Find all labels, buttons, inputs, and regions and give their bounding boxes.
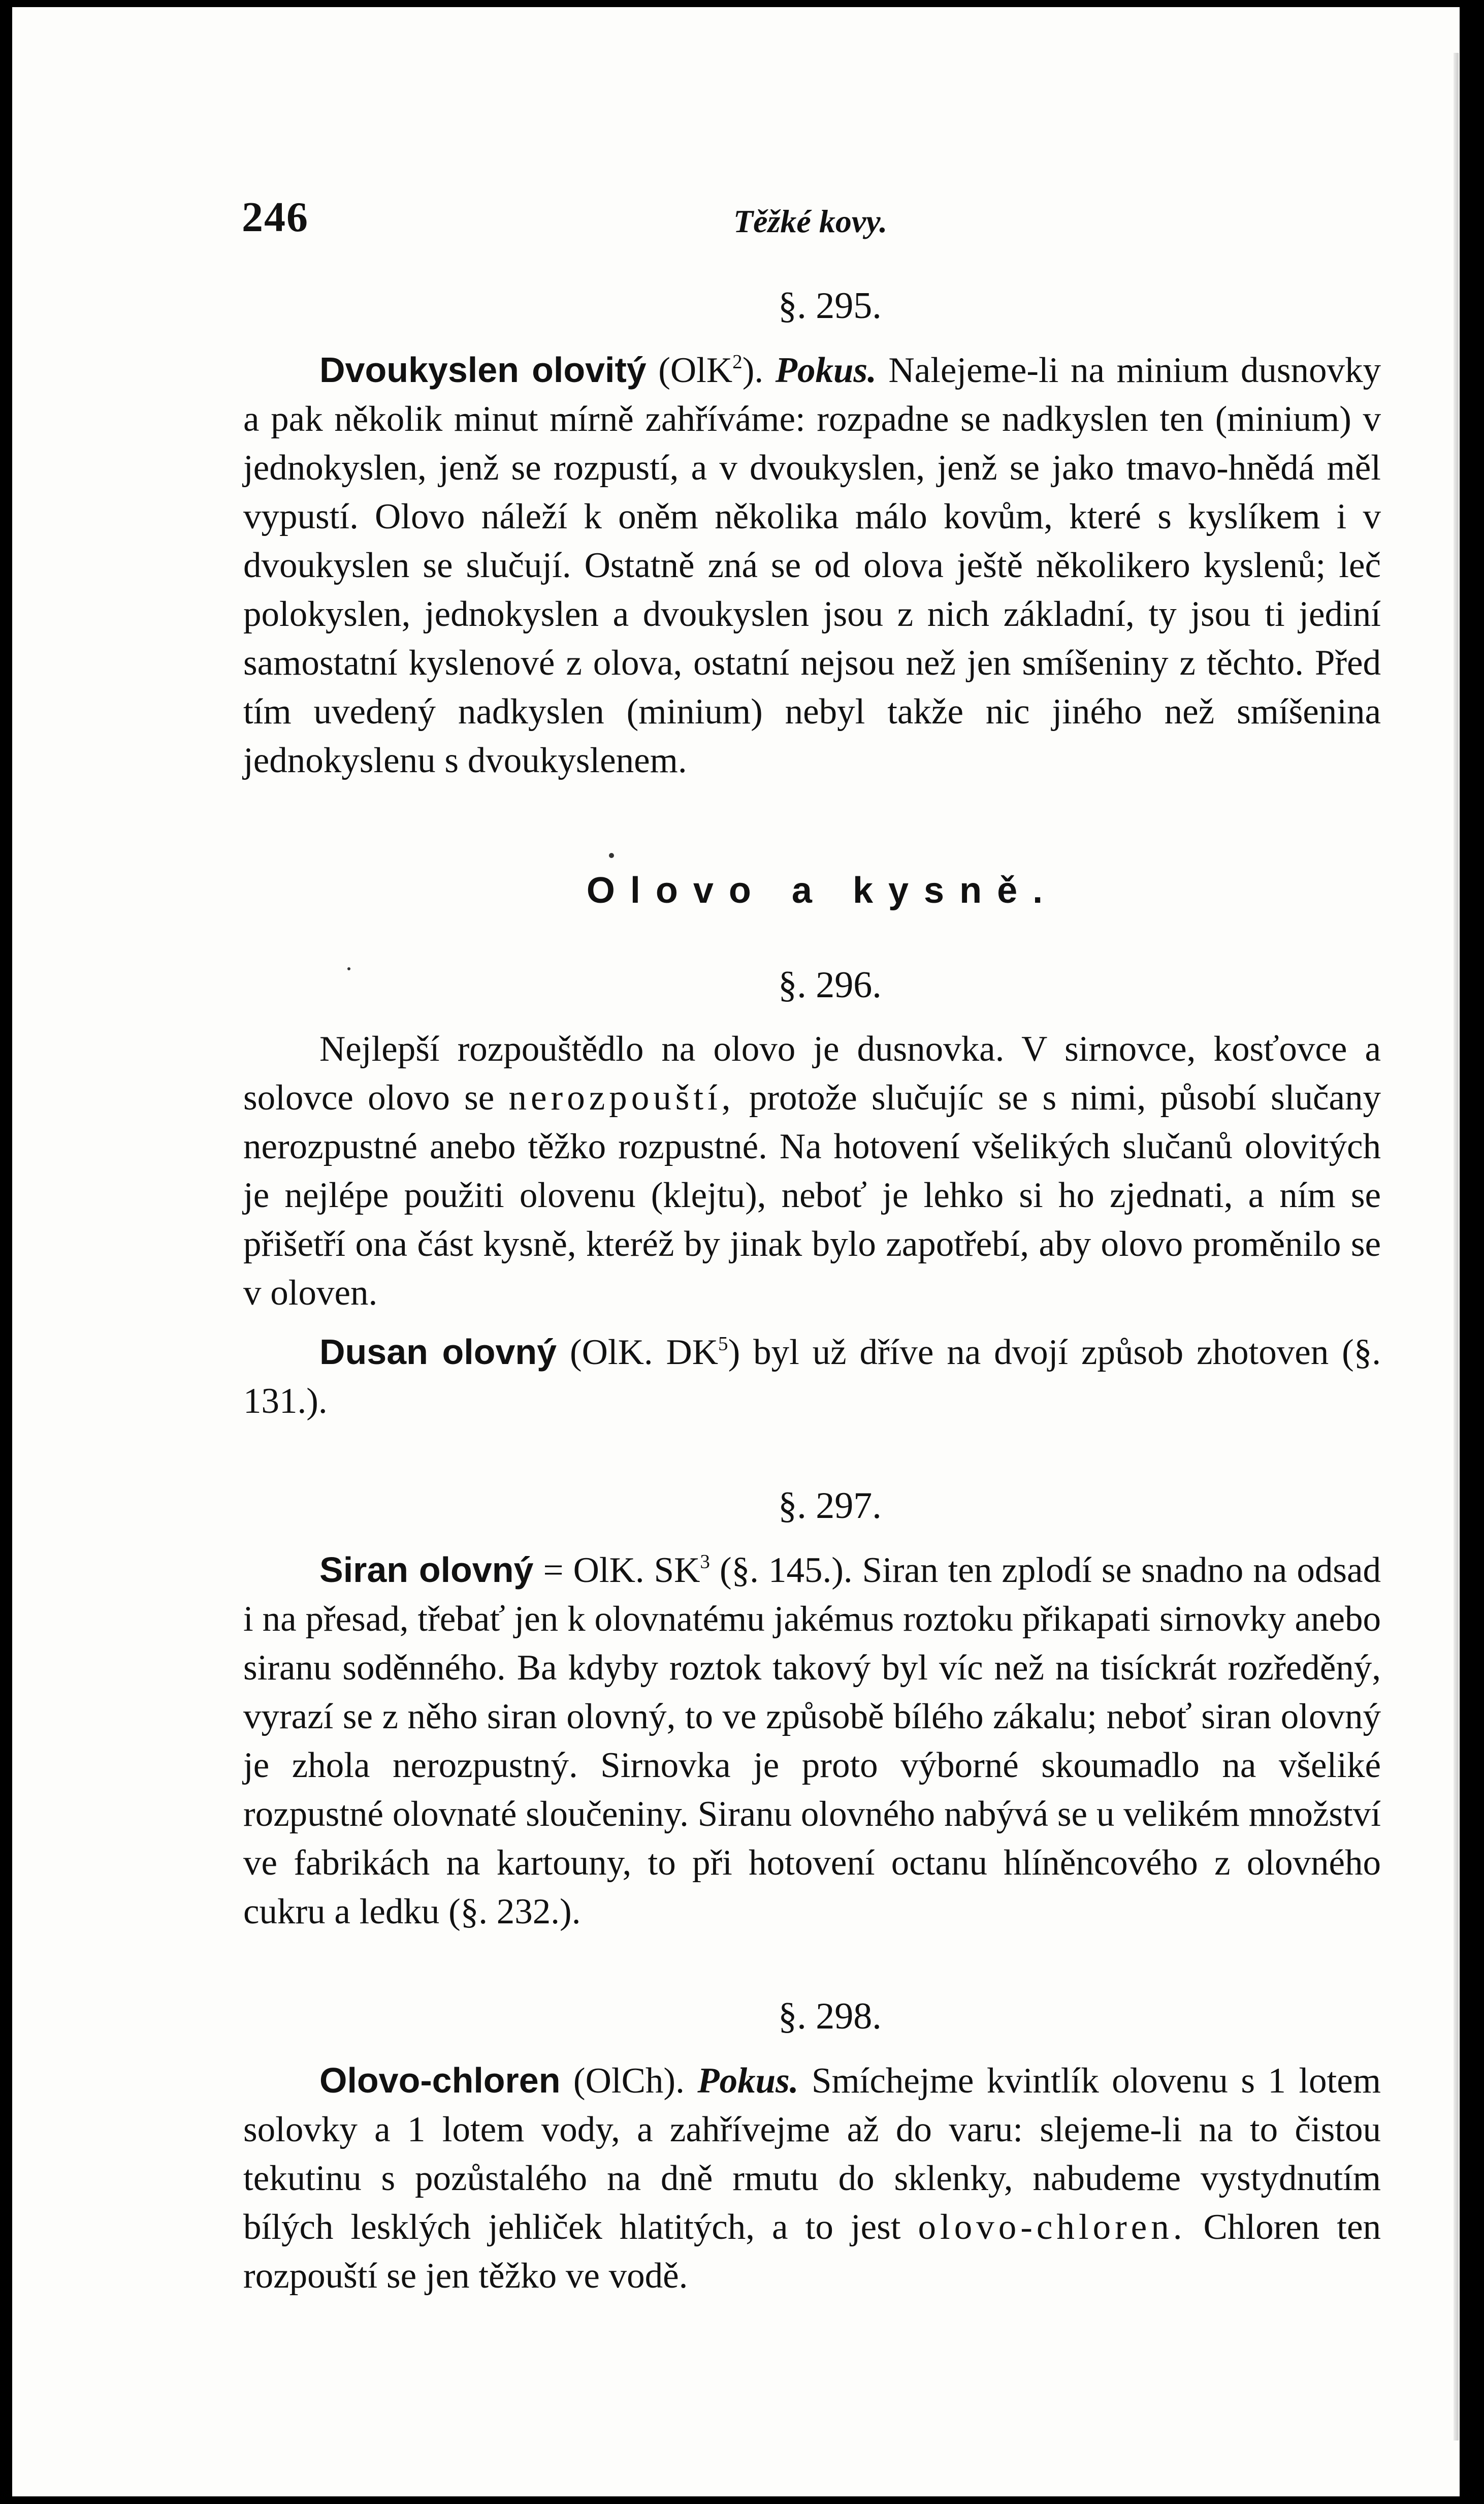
paragraph-text: Nalejeme-li na minium dusnovky a pak několik minut mírně zahříváme: rozpadne se nadkyslen ten (minium) v jednokyslen, jenž se rozpustí, a v dvoukyslen, jenž se jako tmavo-hnědá měl vypustí. Olovo náleží k oněm několika málo kovům, které s kyslíkem i v dvoukyslen se slučují. Ostatně zná se od olova ještě několikero kyslenů; leč polokyslen, jednokyslen a dvoukyslen jsou z nich základní, ty jsou ti jediní samostatní kyslenové z olova, ostatní nejsou než jen smíšeniny z těchto. Před tím uvedený nadkyslen (minium) nebyl takže nic jiného než smíšenina jednokyslenu s dvoukyslenem.	[243, 351, 1381, 780]
page-edge-shadow	[1454, 53, 1459, 2440]
formula-olk-dk5: (OlK. $DK^5$)	[569, 1333, 740, 1372]
paragraph-siran-olovny: Siran olovný = OlK. $SK^3$ (§. 145.). Siran ten zplodí se snadno na odsad i na přesad, třebať jen k olovnatému jakémus roztoku přikapati sirnovky anebo siranu soděnného. Ba kdyby roztok takový byl víc než na tisíckrát rozředěný, vyrazí se z něho siran olovný, to ve způsobě bílého zákalu; neboť siran olovný je zhola nerozpustný. Sirnovka je proto výborné skoumadlo na všeliké rozpustné olovnaté sloučeniny. Siranu olovného nabývá se u velikém množství ve fabrikách na kartouny, to při hotovení octanu hlíněncového z olovného cukru a ledku (§. 232.).	[243, 1550, 1381, 1931]
running-title: Těžké kovy.	[733, 203, 888, 239]
scan-border-right	[1469, 0, 1484, 2504]
running-header	[236, 193, 1368, 248]
formula-olk-sk3: = OlK. $SK^3$	[543, 1550, 710, 1590]
pokus-label: Pokus.	[697, 2061, 799, 2101]
paragraph-rozpoustedlo: Nejlepší rozpouštědlo na olovo je dusnovka. V sirnovce, kosťovce a solovce olovo se nerozpouští, protože slučujíc se s nimi, působí slučany nerozpustné anebo těžko rozpustné. Na hotovení všelikých slučanů olovitých je nejlépe použiti olovenu (klejtu), neboť je lehko si ho zjednati, a ním se přišetří ona část kysně, kteréž by jinak bylo zapotřebí, aby olovo proměnilo se v oloven.	[243, 1029, 1381, 1313]
formula-olk2: (OlK$^2$).	[658, 351, 764, 390]
spaced-nerozpousti: nerozpouští,	[508, 1078, 735, 1118]
paragraph-dvoukyslen	[243, 345, 1381, 785]
paragraph-dusan-olovny: Dusan olovný (OlK. $DK^5$) byl už dříve na dvojí způsob zhotoven (§. 131.).	[243, 1332, 1381, 1421]
scan-speck	[347, 967, 350, 970]
page-number: 246	[242, 194, 309, 241]
term-olovo-chloren: Olovo-chloren	[319, 2061, 561, 2100]
scan-speck	[609, 853, 614, 858]
formula-olch: (OlCh).	[573, 2061, 685, 2101]
page-body	[243, 281, 1381, 2300]
section-number-295: §. 295.	[778, 285, 882, 327]
book-page	[12, 7, 1460, 2496]
section-number-297: §. 297.	[778, 1485, 882, 1527]
spaced-olovo-chloren: olovo-chloren.	[918, 2207, 1186, 2247]
chapter-heading: Olovo a kysně.	[586, 870, 1058, 911]
pokus-label: Pokus.	[775, 351, 877, 390]
term-siran-olovny: Siran olovný	[319, 1550, 534, 1590]
term-dvoukyslen-olovity: Dvoukyslen olovitý	[319, 350, 647, 390]
term-dusan-olovny: Dusan olovný	[319, 1332, 557, 1372]
section-number-296: §. 296.	[778, 964, 882, 1006]
reference-145: (§. 145.).	[720, 1550, 853, 1590]
paragraph-olovo-chloren: Olovo-chloren (OlCh). Pokus. Smíchejme kvintlík olovenu s 1 lotem solovky a 1 lotem vody, a zahřívejme až do varu: slejeme-li na to čistou tekutinu s pozůstalého na dně rmutu do sklenky, nabudeme vystydnutím bílých lesklých jehliček hlatitých, a to jest olovo-chloren. Chloren ten rozpouští se jen těžko ve vodě.	[243, 2061, 1381, 2296]
section-number-298: §. 298.	[778, 1995, 882, 2037]
